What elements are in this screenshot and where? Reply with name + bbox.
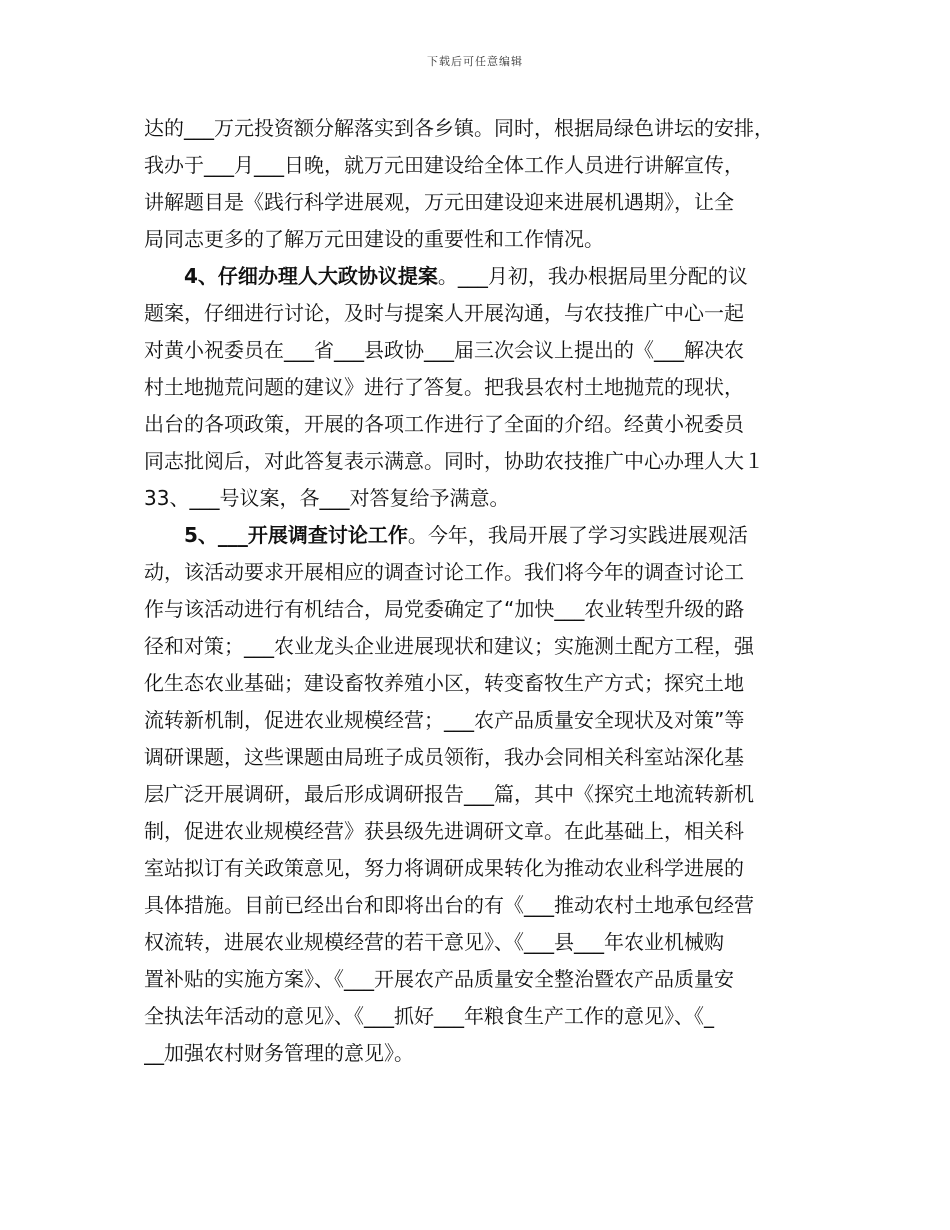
line-text: 达的___万元投资额分解落实到各乡镇。同时，根据局绿色讲坛的安排， [144,116,774,140]
text-line [144,665,816,702]
text-line [144,887,816,924]
text-line [144,295,816,332]
section-heading: 4、仔细办理人大政协议提案 [184,264,438,288]
text-line [144,258,816,295]
line-text: 化生态农业基础；建设畜牧养殖小区，转变畜牧生产方式；探究土地 [144,671,744,695]
text-line [144,702,816,739]
text-line [144,813,816,850]
text-line [144,369,816,406]
line-text: 出台的各项政策，开展的各项工作进行了全面的介绍。经黄小祝委员 [144,412,744,436]
text-line [144,110,816,147]
text-line [144,591,816,628]
line-text: 全执法年活动的意见》、《___抓好___年粮食生产工作的意见》、《_ [144,1004,714,1028]
text-line [144,480,816,517]
page-header: 下载后可任意编辑 [427,55,523,68]
line-text: 室站拟订有关政策意见，努力将调研成果转化为推动农业科学进展的 [144,856,744,880]
text-line [144,184,816,221]
line-text: 径和对策；___农业龙头企业进展现状和建议；实施测土配方工程，强 [144,634,754,658]
line-text: 村土地抛荒问题的建议》进行了答复。把我县农村土地抛荒的现状， [144,375,744,399]
text-line [144,147,816,184]
line-text: 讲解题目是《践行科学进展观，万元田建设迎来进展机遇期》，让全 [144,190,734,214]
line-text: 具体措施。目前已经出台和即将出台的有《___推动农村土地承包经营 [144,893,754,917]
text-line [144,517,816,554]
line-text: 流转新机制，促进农业规模经营；___农产品质量安全现状及对策”等 [144,708,745,732]
line-text: 制，促进农业规模经营》获县级先进调研文章。在此基础上，相关科 [144,819,744,843]
line-text: __加强农村财务管理的意见》。 [144,1041,414,1065]
line-text: 题案，仔细进行讨论，及时与提案人开展沟通，与农技推广中心一起 [144,301,744,325]
line-text: 我办于___月___日晚，就万元田建设给全体工作人员进行讲解宣传， [144,153,744,177]
text-line [144,443,816,480]
line-text: 作与该活动进行有机结合，局党委确定了“加快___农业转型升级的路 [144,597,745,621]
text-line [144,554,816,591]
text-line [144,221,816,258]
line-text: 调研课题，这些课题由局班子成员领衔，我办会同相关科室站深化基 [144,745,744,769]
document-body [144,110,816,1072]
text-line [144,961,816,998]
text-line [144,924,816,961]
line-text: 同志批阅后，对此答复表示满意。同时，协助农技推广中心办理人大１ [144,449,764,473]
line-text: 动，该活动要求开展相应的调查讨论工作。我们将今年的调查讨论工 [144,560,744,584]
line-text: 对黄小祝委员在___省___县政协___届三次会议上提出的《___解决农 [144,338,744,362]
text-line [144,1035,816,1072]
text-line [144,739,816,776]
text-line [144,850,816,887]
line-text: 权流转，进展农业规模经营的若干意见》、《___县___年农业机械购 [144,930,724,954]
line-text: 。今年，我局开展了学习实践进展观活 [407,523,748,547]
line-text: 置补贴的实施方案》、《___开展农产品质量安全整治暨农产品质量安 [144,967,734,991]
text-line [144,406,816,443]
text-line [144,776,816,813]
line-text: 。___月初，我办根据局里分配的议 [437,264,748,288]
section-heading: 5、___开展调查讨论工作 [184,523,408,547]
line-text: 局同志更多的了解万元田建设的重要性和工作情况。 [144,227,604,251]
text-line [144,628,816,665]
text-line [144,998,816,1035]
line-text: 33、___号议案，各___对答复给予满意。 [144,486,510,510]
text-line [144,332,816,369]
line-text: 层广泛开展调研，最后形成调研报告___篇，其中《探究土地流转新机 [144,782,754,806]
